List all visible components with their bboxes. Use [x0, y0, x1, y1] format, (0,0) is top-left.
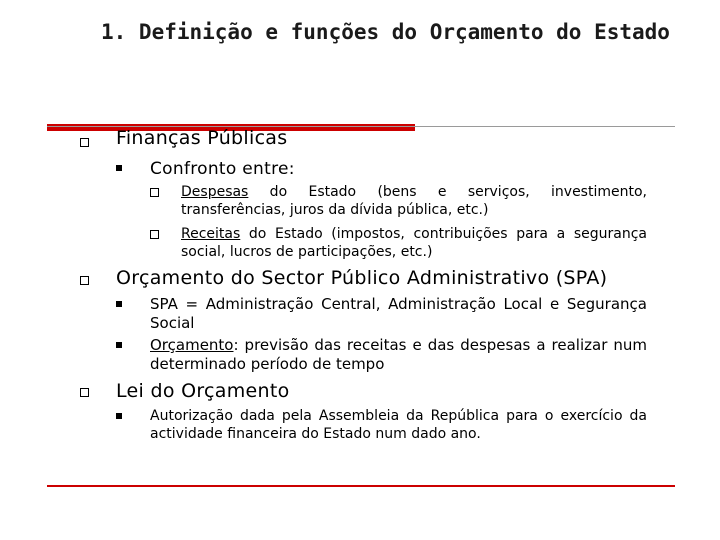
hollow-square-bullet [80, 276, 89, 285]
hollow-square-bullet [80, 138, 89, 147]
hollow-square-bullet [150, 188, 159, 197]
term-orcamento: Orçamento [150, 336, 234, 354]
filled-square-bullet [116, 342, 122, 348]
filled-square-bullet [116, 301, 122, 307]
term-despesas: Despesas [181, 184, 249, 200]
section-heading-lei-orcamento: Lei do Orçamento [116, 380, 290, 402]
despesas-detail: do Estado (bens e serviços, investimento, transferências, juros da dívida pública, etc.) [181, 184, 647, 218]
list-item-orcamento [150, 336, 647, 374]
list-item-despesas [181, 183, 647, 219]
list-item-receitas [181, 225, 647, 261]
hollow-square-bullet [150, 230, 159, 239]
filled-square-bullet [116, 165, 122, 171]
receitas-detail: do Estado (impostos, contribuições para a segurança social, lucros de participações, etc.) [181, 226, 647, 260]
section-heading-financas-publicas: Finanças Públicas [116, 127, 288, 149]
section-heading-orcamento-spa: Orçamento do Sector Público Administrativo (SPA) [116, 267, 608, 289]
confronto-entre-text: Confronto entre: [150, 159, 295, 179]
orcamento-detail: : previsão das receitas e das despesas a realizar num determinado período de tempo [150, 336, 647, 373]
slide-title: 1. Definição e funções do Orçamento do Estado [101, 20, 670, 44]
term-receitas: Receitas [181, 226, 241, 242]
filled-square-bullet [116, 413, 122, 419]
hollow-square-bullet [80, 388, 89, 397]
list-item-spa-definition: SPA = Administração Central, Administração Local e Segurança Social [150, 295, 647, 332]
list-item-autorizacao: Autorização dada pela Assembleia da República para o exercício da actividade financeira do Estado num dado ano. [150, 408, 647, 442]
bottom-rule [47, 485, 675, 487]
